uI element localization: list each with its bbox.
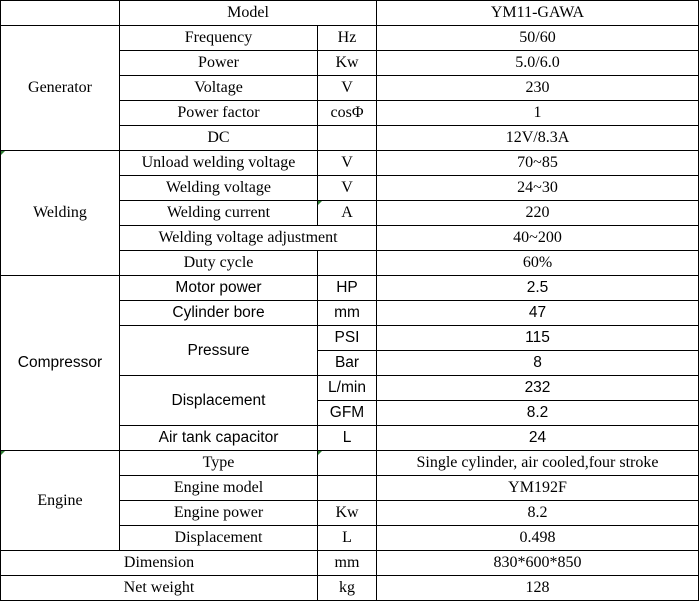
spec-value: 47 — [377, 301, 699, 326]
spec-value: 1 — [377, 101, 699, 126]
spec-value: 12V/8.3A — [377, 126, 699, 151]
spec-label: Welding current — [120, 201, 318, 226]
spec-label-wide: Welding voltage adjustment — [120, 226, 377, 251]
spec-unit — [318, 451, 377, 476]
spec-label: Power factor — [120, 101, 318, 126]
spec-value: 24~30 — [377, 176, 699, 201]
spec-unit: V — [318, 176, 377, 201]
spec-label: Frequency — [120, 26, 318, 51]
model-value: YM11-GAWA — [377, 1, 699, 26]
spec-unit — [318, 126, 377, 151]
net-weight-unit: kg — [318, 576, 377, 601]
table-row — [1, 451, 699, 476]
spec-value: 24 — [377, 426, 699, 451]
spec-label: Power — [120, 51, 318, 76]
group-generator: Generator — [1, 26, 120, 151]
dimension-unit: mm — [318, 551, 377, 576]
spec-label: Displacement — [120, 376, 318, 426]
spec-unit: Kw — [318, 51, 377, 76]
spec-unit: Bar — [318, 351, 377, 376]
spec-unit: Kw — [318, 501, 377, 526]
spec-value: 0.498 — [377, 526, 699, 551]
spec-label: Air tank capacitor — [120, 426, 318, 451]
spec-unit: V — [318, 151, 377, 176]
spec-label: DC — [120, 126, 318, 151]
spec-value: 50/60 — [377, 26, 699, 51]
table-row — [1, 276, 699, 301]
net-weight-value: 128 — [377, 576, 699, 601]
spec-unit: A — [318, 201, 377, 226]
table-row — [1, 551, 699, 576]
spec-label: Pressure — [120, 326, 318, 376]
group-welding: Welding — [1, 151, 120, 276]
group-engine: Engine — [1, 451, 120, 551]
group-compressor: Compressor — [1, 276, 120, 451]
empty-cell — [1, 1, 120, 26]
spec-label: Cylinder bore — [120, 301, 318, 326]
spec-unit: PSI — [318, 326, 377, 351]
spec-value: 2.5 — [377, 276, 699, 301]
spec-unit: GFM — [318, 401, 377, 426]
dimension-label: Dimension — [1, 551, 318, 576]
spec-value: 8 — [377, 351, 699, 376]
spec-label: Duty cycle — [120, 251, 318, 276]
spec-value: Single cylinder, air cooled,four stroke — [377, 451, 699, 476]
spec-label: Engine model — [120, 476, 318, 501]
spec-value: 8.2 — [377, 501, 699, 526]
spec-label: Voltage — [120, 76, 318, 101]
spec-value: 232 — [377, 376, 699, 401]
spec-value: 60% — [377, 251, 699, 276]
dimension-value: 830*600*850 — [377, 551, 699, 576]
spec-value: 8.2 — [377, 401, 699, 426]
table-row — [1, 1, 699, 26]
table-row — [1, 576, 699, 601]
spec-value: 220 — [377, 201, 699, 226]
spec-value: 40~200 — [377, 226, 699, 251]
spec-unit — [318, 476, 377, 501]
spec-label: Welding voltage — [120, 176, 318, 201]
spec-unit: HP — [318, 276, 377, 301]
model-label: Model — [120, 1, 377, 26]
spec-value: YM192F — [377, 476, 699, 501]
spec-value: 70~85 — [377, 151, 699, 176]
spec-value: 115 — [377, 326, 699, 351]
spec-value: 5.0/6.0 — [377, 51, 699, 76]
spec-unit — [318, 251, 377, 276]
spec-label: Type — [120, 451, 318, 476]
spec-unit: V — [318, 76, 377, 101]
spec-unit: L — [318, 526, 377, 551]
spec-unit: Hz — [318, 26, 377, 51]
spec-label: Engine power — [120, 501, 318, 526]
spec-unit: cosΦ — [318, 101, 377, 126]
spec-label: Displacement — [120, 526, 318, 551]
table-row — [1, 151, 699, 176]
spec-unit: mm — [318, 301, 377, 326]
spec-value: 230 — [377, 76, 699, 101]
table-row — [1, 26, 699, 51]
spec-unit: L — [318, 426, 377, 451]
spec-unit: L/min — [318, 376, 377, 401]
spec-label: Motor power — [120, 276, 318, 301]
spec-label: Unload welding voltage — [120, 151, 318, 176]
net-weight-label: Net weight — [1, 576, 318, 601]
